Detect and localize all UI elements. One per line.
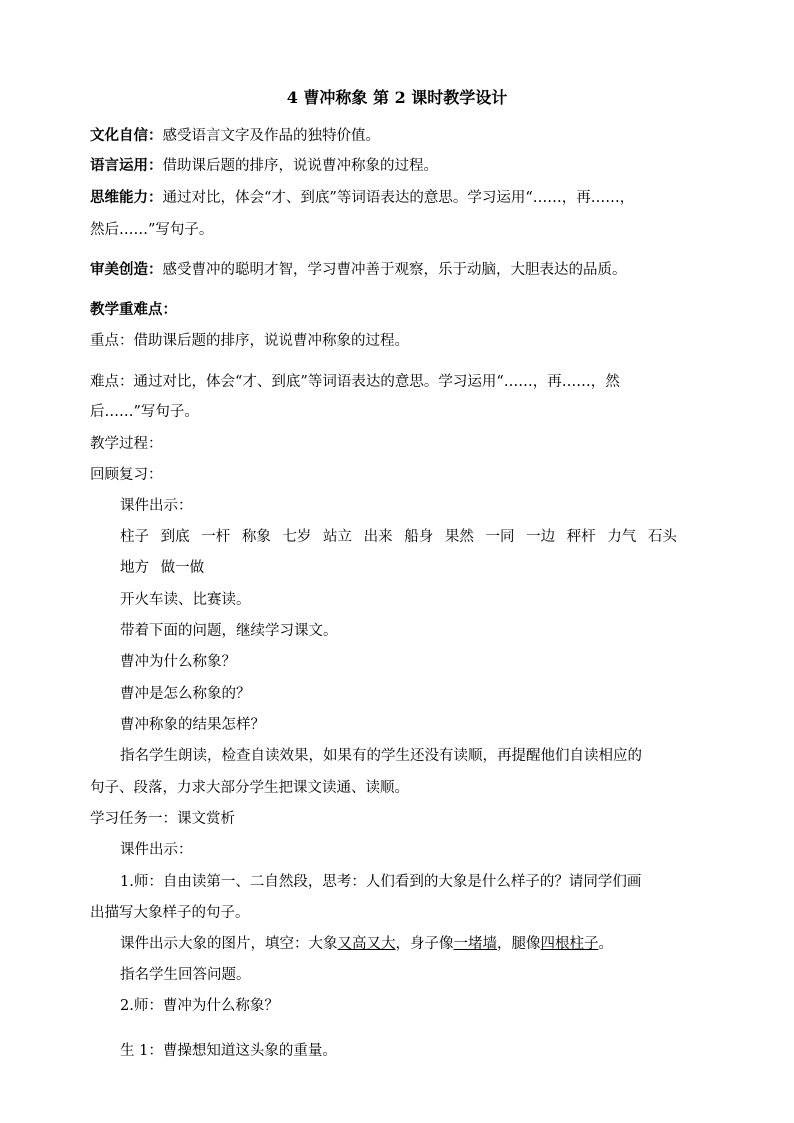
vocab-word: 出来 — [363, 529, 393, 545]
vocab-word: 站立 — [323, 529, 353, 545]
answer-prompt: 指名学生回答问题。 — [120, 967, 251, 983]
goal-thinking-label: 思维能力： — [90, 189, 163, 206]
train-read: 开火车读、比赛读。 — [120, 592, 251, 608]
task1-heading: 学习任务一：课文赏析 — [90, 811, 235, 827]
fill-blank-3: 四根柱子 — [540, 936, 599, 952]
key-points-heading: 教学重难点： — [90, 301, 177, 318]
fill-suffix: 。 — [598, 936, 613, 952]
vocab-word: 做一做 — [160, 560, 205, 576]
goal-language-label: 语言运用： — [90, 157, 163, 174]
fill-mid-1: ，身子像 — [395, 936, 454, 952]
questions-intro: 带着下面的问题，继续学习课文。 — [120, 623, 338, 639]
goal-thinking-text: 通过对比，体会“才、到底”等词语表达的意思。学习运用“……，再……， — [162, 190, 635, 206]
vocab-word: 船身 — [404, 529, 434, 545]
review-heading: 回顾复习： — [90, 467, 163, 483]
fill-blank-1: 又高又大 — [337, 936, 396, 952]
process-heading: 教学过程： — [90, 436, 163, 452]
task1-item-1: 1.师：自由读第一、二自然段，思考：人们看到的大象是什么样子的？请同学们画 — [120, 874, 642, 890]
vocab-word: 柱子 — [120, 529, 149, 545]
goal-language — [90, 156, 438, 176]
vocab-row-2 — [120, 558, 211, 578]
key-point-difficulty: 难点：通过对比，体会“才、到底”等词语表达的意思。学习运用“……，再……，然 — [90, 374, 620, 390]
vocab-word: 称象 — [241, 529, 271, 545]
document-title: 4 曹冲称象 第 2 课时教学设计 — [286, 88, 508, 107]
vocab-word: 果然 — [444, 529, 474, 545]
goal-aesthetic — [90, 260, 627, 280]
read-check: 指名学生朗读，检查自读效果，如果有的学生还没有读顺，再提醒他们自读相应的 — [120, 748, 642, 764]
goal-culture-text: 感受语言文字及作品的独特价值。 — [162, 128, 380, 144]
goal-thinking-cont: 然后……”写句子。 — [90, 222, 214, 238]
read-check-cont: 句子、段落，力求大部分学生把课文读通、读顺。 — [90, 780, 409, 796]
fill-mid-2: ，腿像 — [497, 936, 541, 952]
vocab-word: 一杆 — [201, 529, 231, 545]
goal-aesthetic-text: 感受曹冲的聪明才智，学习曹冲善于观察，乐于动脑，大胆表达的品质。 — [162, 262, 627, 278]
student-answer-1: 生 1：曹操想知道这头象的重量。 — [120, 1043, 337, 1059]
vocab-row-1 — [120, 527, 684, 547]
goal-culture-label: 文化自信： — [90, 127, 163, 144]
fill-in-sentence — [120, 934, 613, 954]
vocab-word: 力气 — [607, 529, 637, 545]
task1-courseware-label: 课件出示： — [120, 842, 193, 858]
vocab-word: 石头 — [647, 529, 677, 545]
goal-culture — [90, 126, 380, 146]
question-3: 曹冲称象的结果怎样？ — [120, 717, 265, 733]
goal-language-text: 借助课后题的排序，说说曹冲称象的过程。 — [162, 158, 438, 174]
fill-prefix: 课件出示大象的图片，填空：大象 — [120, 936, 338, 952]
task1-item-2: 2.师：曹冲为什么称象？ — [120, 998, 279, 1014]
fill-blank-2: 一堵墙 — [453, 936, 497, 952]
vocab-word: 一同 — [485, 529, 515, 545]
key-point-focus: 重点：借助课后题的排序，说说曹冲称象的过程。 — [90, 333, 409, 349]
goal-thinking — [90, 188, 634, 208]
vocab-word: 一边 — [526, 529, 556, 545]
courseware-label: 课件出示： — [120, 498, 193, 514]
question-1: 曹冲为什么称象？ — [120, 654, 236, 670]
vocab-word: 七岁 — [282, 529, 312, 545]
vocab-word: 到底 — [160, 529, 190, 545]
vocab-word: 秤杆 — [566, 529, 596, 545]
task1-item-1-cont: 出描写大象样子的句子。 — [90, 905, 250, 921]
question-2: 曹冲是怎么称象的？ — [120, 686, 251, 702]
goal-aesthetic-label: 审美创造： — [90, 261, 163, 278]
vocab-word: 地方 — [120, 560, 149, 576]
key-point-difficulty-cont: 后……”写句子。 — [90, 404, 199, 420]
